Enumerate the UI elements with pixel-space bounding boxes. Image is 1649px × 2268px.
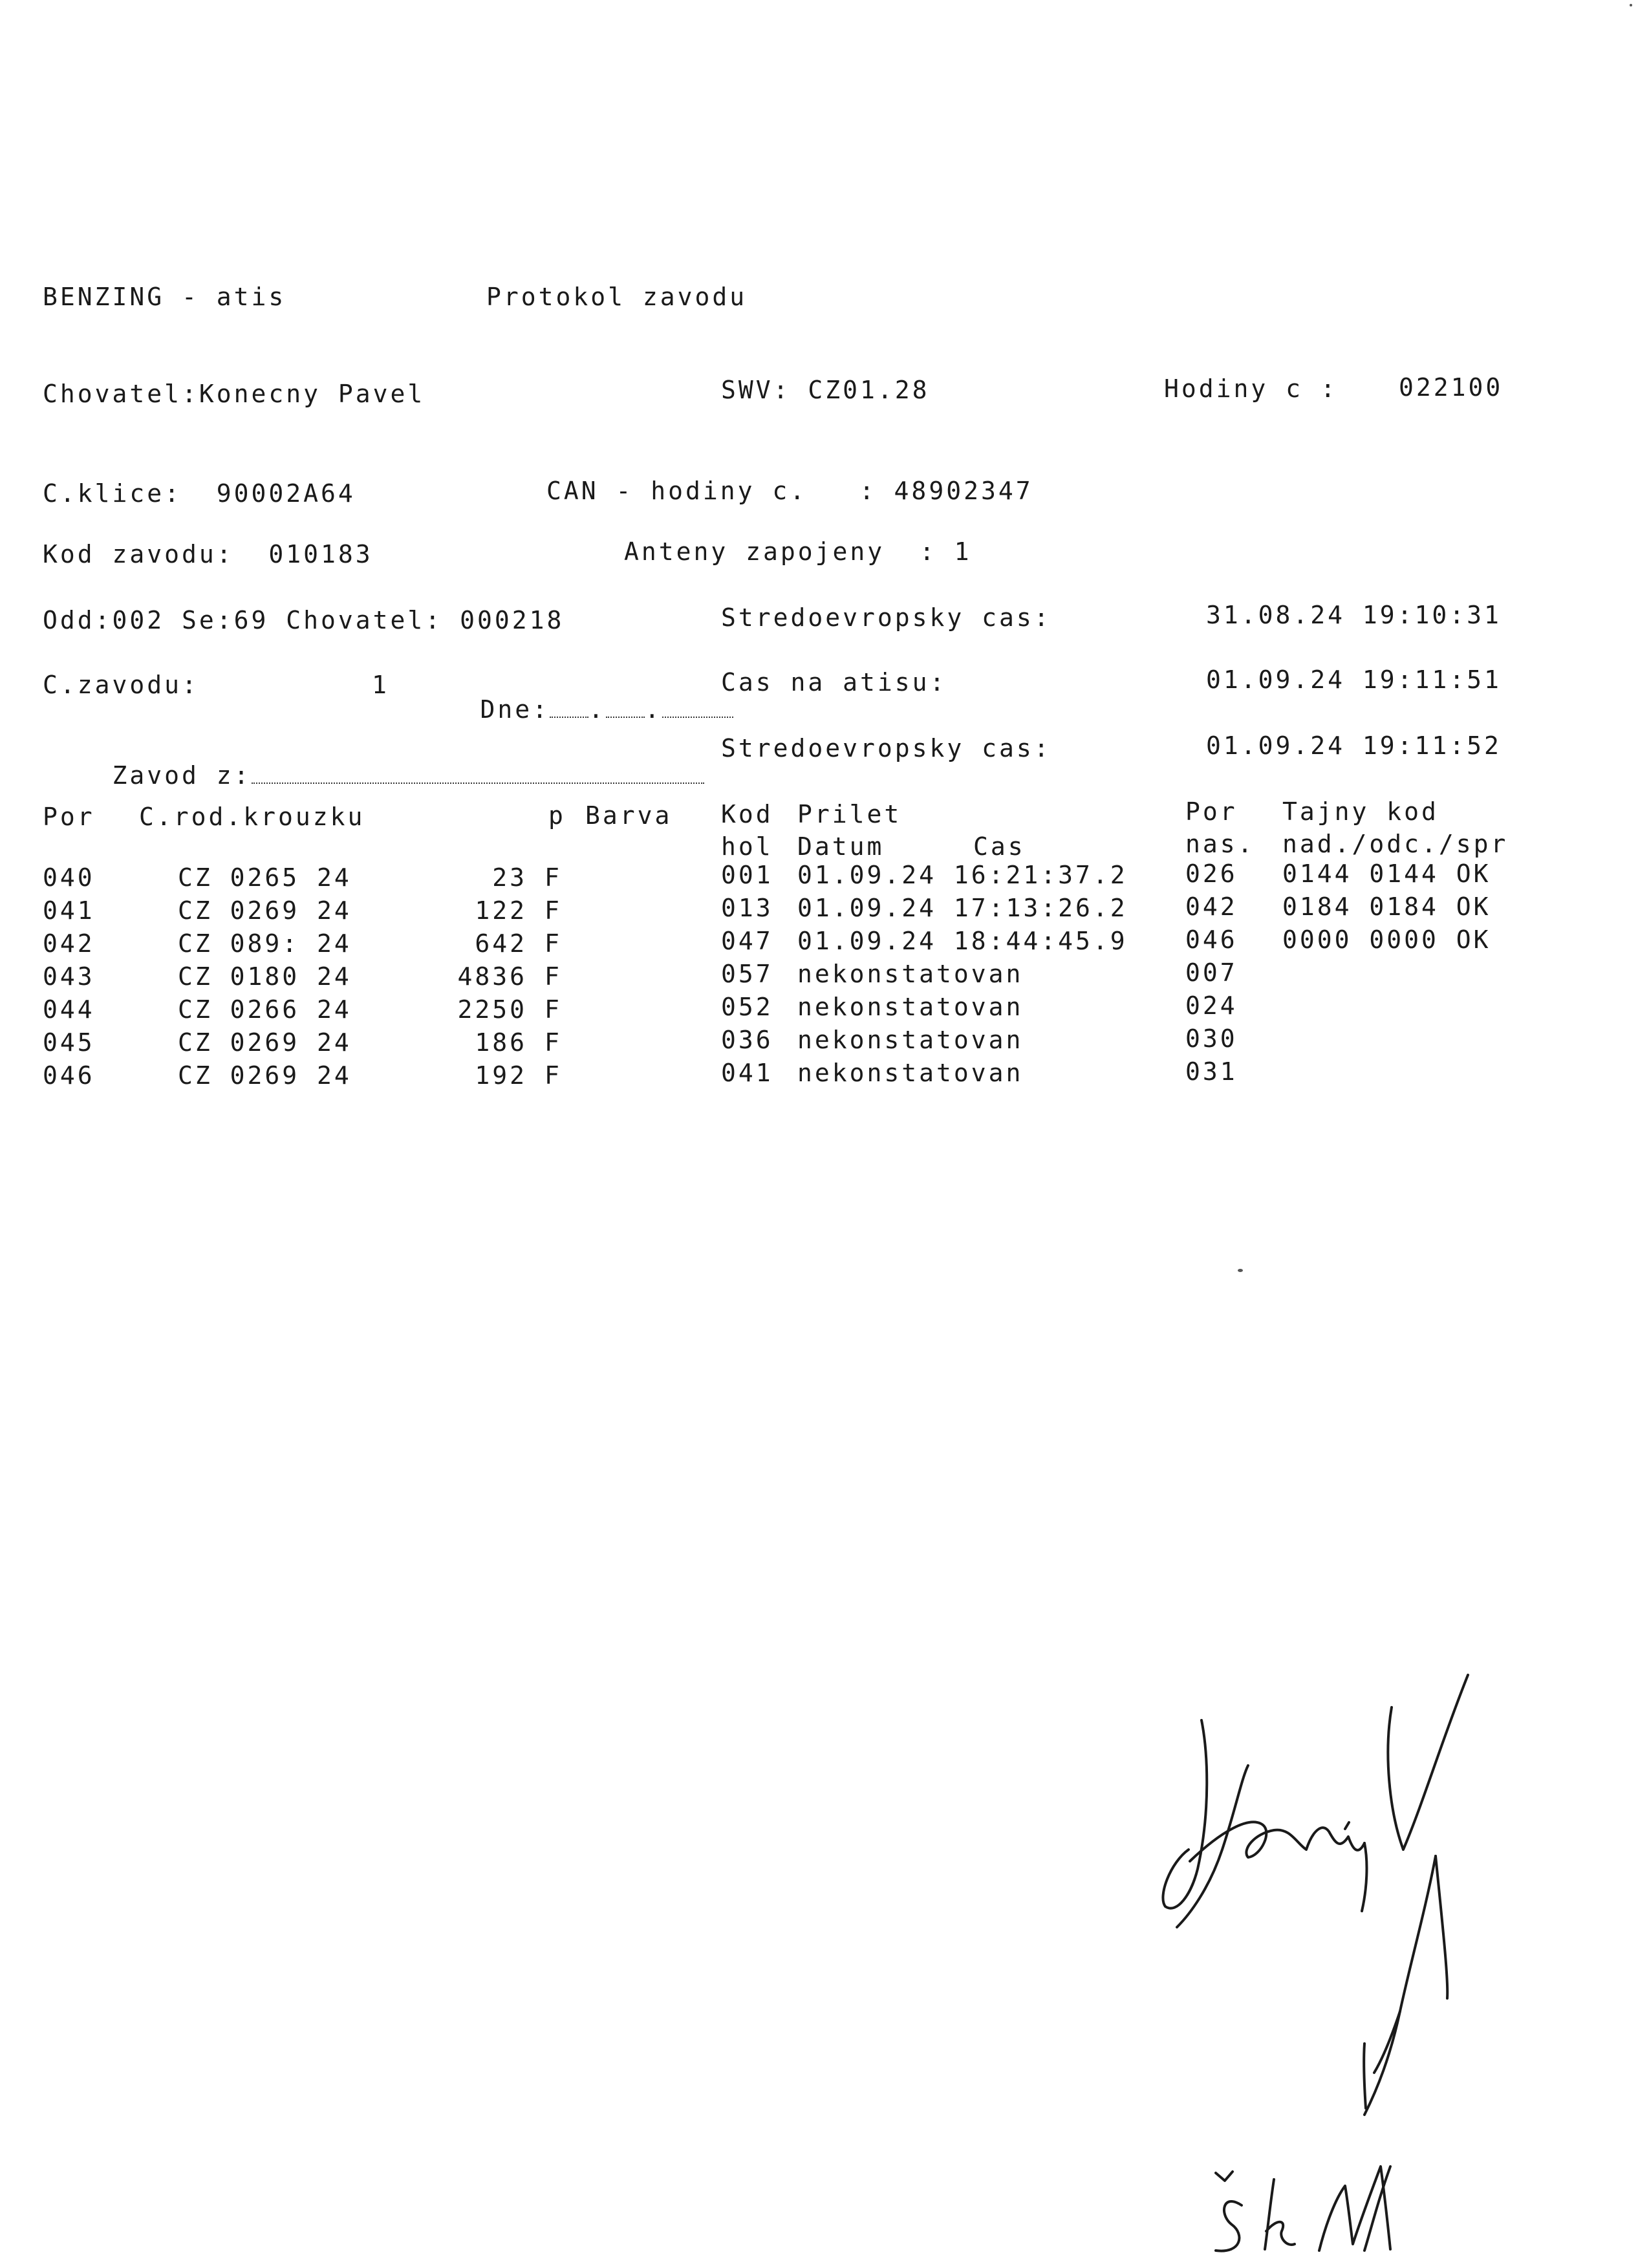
row-bird-code: 036: [721, 1026, 773, 1054]
date-sep-2: .: [644, 695, 662, 724]
row-position: 044: [43, 995, 95, 1024]
row-secret-code: 0000 0000 OK: [1282, 925, 1491, 954]
row-position: 043: [43, 962, 95, 991]
row-ring-number: CZ 0269 24: [178, 896, 352, 925]
section-info: Odd:002 Se:69 Chovatel: 000218: [43, 606, 565, 634]
row-position-2: 042: [1185, 892, 1238, 921]
col-header-p: p: [548, 801, 566, 830]
date-blank-day: [550, 697, 588, 718]
col-header-secret: Tajny kod: [1282, 797, 1439, 826]
cet-value-1: 31.08.24 19:10:31: [1206, 601, 1502, 629]
row-band-number: 642: [475, 929, 527, 958]
release-place-label: Zavod z:: [112, 761, 252, 790]
row-band-number: 2250: [457, 995, 527, 1024]
col-header-date: Datum: [797, 832, 885, 861]
col-header-kod: Kod: [721, 800, 773, 828]
col-header-hol: hol: [721, 832, 773, 861]
row-band-number: 23: [492, 863, 527, 892]
row-bird-code: 001: [721, 861, 773, 889]
col-header-color: Barva: [585, 801, 673, 830]
col-header-por2: Por: [1185, 797, 1238, 826]
col-header-ring: C.rod.krouzku: [139, 803, 365, 831]
row-position: 041: [43, 896, 95, 925]
row-ring-number: CZ 0265 24: [178, 863, 352, 892]
ink-speck: [1630, 4, 1632, 6]
col-header-nas: nas.: [1185, 830, 1255, 858]
row-position: 042: [43, 929, 95, 958]
row-bird-code: 041: [721, 1059, 773, 1087]
row-band-number: 192: [475, 1061, 527, 1090]
antennas-connected: Anteny zapojeny : 1: [624, 537, 972, 566]
row-position-2: 046: [1185, 925, 1238, 954]
row-position-2: 026: [1185, 859, 1238, 888]
cet-value-2: 01.09.24 19:11:52: [1206, 731, 1502, 760]
release-place-blank: [252, 763, 704, 784]
clock-number: 022100: [1399, 373, 1503, 402]
row-arrival: nekonstatovan: [797, 960, 1024, 988]
col-header-por: Por: [43, 803, 95, 831]
row-bird-code: 013: [721, 894, 773, 922]
row-ring-number: CZ 0180 24: [178, 962, 352, 991]
race-number-label: C.zavodu:: [43, 671, 199, 699]
row-arrival: 01.09.24 18:44:45.9: [797, 927, 1128, 955]
cet-label-2: Stredoevropsky cas:: [721, 734, 1051, 762]
row-bird-code: 052: [721, 993, 773, 1021]
cet-label-1: Stredoevropsky cas:: [721, 603, 1051, 632]
breeder-name: Chovatel:Konecny Pavel: [43, 380, 426, 408]
date-label-text: Dne:: [480, 695, 550, 724]
row-sex: F: [544, 863, 562, 892]
row-position-2: 007: [1185, 958, 1238, 987]
row-position: 045: [43, 1028, 95, 1057]
atis-time-value: 01.09.24 19:11:51: [1206, 665, 1502, 694]
ink-speck: [1238, 1269, 1243, 1272]
initials-mark: [1339, 1850, 1455, 2121]
document-title: Protokol zavodu: [486, 283, 748, 311]
date-label: [411, 673, 733, 746]
row-arrival: nekonstatovan: [797, 993, 1024, 1021]
row-arrival: 01.09.24 16:21:37.2: [797, 861, 1128, 889]
row-sex: F: [544, 995, 562, 1024]
row-band-number: 4836: [457, 962, 527, 991]
race-number-value: 1: [372, 671, 389, 699]
row-sex: F: [544, 962, 562, 991]
row-arrival: 01.09.24 17:13:26.2: [797, 894, 1128, 922]
row-arrival: nekonstatovan: [797, 1059, 1024, 1087]
row-ring-number: CZ 0269 24: [178, 1028, 352, 1057]
row-position: 046: [43, 1061, 95, 1090]
row-position-2: 024: [1185, 991, 1238, 1020]
clock-label: Hodiny c :: [1164, 374, 1338, 403]
row-sex: F: [544, 929, 562, 958]
row-secret-code: 0144 0144 OK: [1282, 859, 1491, 888]
date-blank-month: [606, 697, 645, 718]
key-number: C.klice: 90002A64: [43, 479, 356, 508]
race-code: Kod zavodu: 010183: [43, 540, 373, 568]
col-header-time: Cas: [973, 832, 1026, 861]
row-secret-code: 0184 0184 OK: [1282, 892, 1491, 921]
row-band-number: 186: [475, 1028, 527, 1057]
row-position-2: 031: [1185, 1057, 1238, 1086]
date-sep-1: .: [588, 695, 606, 724]
row-sex: F: [544, 1028, 562, 1057]
signature-second: [1203, 2134, 1449, 2263]
row-sex: F: [544, 896, 562, 925]
row-sex: F: [544, 1061, 562, 1090]
row-bird-code: 047: [721, 927, 773, 955]
col-header-nad: nad./odc./spr: [1282, 830, 1509, 858]
software-version: SWV: CZ01.28: [721, 376, 930, 404]
row-position-2: 030: [1185, 1024, 1238, 1053]
program-name: BENZING - atis: [43, 283, 286, 311]
row-arrival: nekonstatovan: [797, 1026, 1024, 1054]
row-ring-number: CZ 0269 24: [178, 1061, 352, 1090]
date-blank-year: [662, 697, 733, 718]
row-ring-number: CZ 0266 24: [178, 995, 352, 1024]
row-ring-number: CZ 089: 24: [178, 929, 352, 958]
atis-time-label: Cas na atisu:: [721, 668, 947, 697]
signature-first: [1151, 1656, 1513, 2121]
col-header-arrival: Prilet: [797, 800, 902, 828]
row-position: 040: [43, 863, 95, 892]
row-bird-code: 057: [721, 960, 773, 988]
row-band-number: 122: [475, 896, 527, 925]
can-clock-number: CAN - hodiny c. : 48902347: [546, 477, 1033, 505]
